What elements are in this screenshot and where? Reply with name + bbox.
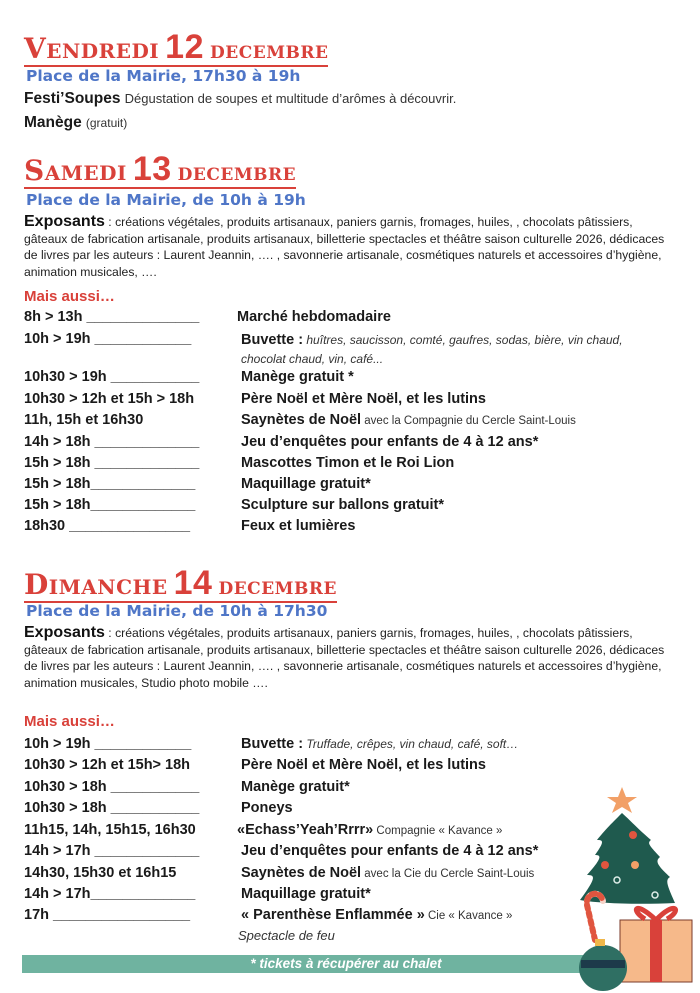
place-samedi: Place de la Mairie, de 10h à 19h	[26, 191, 306, 209]
activity-title: Maquillage gratuit*	[241, 476, 371, 492]
activity-title: Manège gratuit *	[241, 369, 354, 385]
schedule-time: 15h > 18h_____________	[24, 497, 196, 513]
schedule-activity	[241, 331, 651, 369]
schedule-row	[24, 476, 674, 496]
activity-title: Poneys	[241, 800, 293, 816]
schedule-row	[24, 309, 674, 329]
schedule-time: 17h _________________	[24, 907, 191, 923]
day-name: Vendredi	[24, 32, 160, 65]
day-title-vendredi	[24, 30, 328, 67]
schedule-activity	[241, 843, 538, 859]
exposants-text: : créations végétales, produits artisanaux, paniers garnis, fromages, huiles, , chocolats pâtissiers, gâteaux de fabrication artisanale, produits artisanaux, billetterie spectacles et théâtre saison culturelle 2026, dédicaces de livres par les auteurs : Laurent Jeannin, …. , savonnerie artisanale, cosmétiques naturels et accessoires d’hygiène, animation musicales, Studio photo mobile ….	[24, 626, 665, 690]
schedule-activity	[241, 391, 486, 407]
activity-note: avec la Compagnie du Cercle Saint-Louis	[361, 415, 576, 427]
schedule-time: 14h > 17h_____________	[24, 886, 196, 902]
activity-title: « Parenthèse Enflammée »	[241, 907, 425, 923]
day-title-dimanche	[24, 566, 337, 603]
mais-aussi-dimanche: Mais aussi…	[24, 713, 115, 730]
schedule-time: 10h30 > 12h et 15h > 18h	[24, 391, 195, 407]
activity-title: Jeu d’enquêtes pour enfants de 4 à 12 ans*	[241, 434, 539, 450]
activity-title: Buvette :	[241, 332, 304, 348]
schedule-activity	[241, 886, 371, 902]
schedule-row	[24, 736, 674, 756]
day-number: 13	[132, 150, 172, 188]
schedule-row	[24, 434, 674, 454]
day-month: decembre	[218, 571, 337, 600]
schedule-time: 10h > 19h ____________	[24, 736, 192, 752]
exposants-text: : créations végétales, produits artisanaux, paniers garnis, fromages, huiles, , chocolats pâtissiers, gâteaux de fabrication artisanale, produits artisanaux, billetterie spectacles et théâtre saison culturelle 2026, dédicaces de livres par les auteurs : Laurent Jeannin, …. , savonnerie artisanale, cosmétiques naturels et accessoires d’hygiène, animation musicales, ….	[24, 215, 665, 279]
day-name: Samedi	[24, 154, 127, 187]
schedule-row	[24, 497, 674, 517]
schedule-time: 14h > 18h _____________	[24, 434, 200, 450]
schedule-time: 11h15, 14h, 15h15, 16h30	[24, 822, 196, 838]
item-desc: (gratuit)	[85, 116, 128, 130]
schedule-row	[24, 331, 674, 366]
schedule-time: 8h > 13h ______________	[24, 309, 200, 325]
activity-title: Jeu d’enquêtes pour enfants de 4 à 12 ans*	[241, 843, 539, 859]
schedule-activity	[241, 736, 518, 752]
mais-aussi-samedi: Mais aussi…	[24, 288, 115, 305]
schedule-time: 18h30 _______________	[24, 518, 191, 534]
schedule-activity	[237, 822, 502, 838]
day-month: decembre	[177, 157, 297, 186]
schedule-row	[24, 391, 674, 411]
schedule-time: 11h, 15h et 16h30	[24, 412, 144, 428]
exposants-label: Exposants	[24, 624, 105, 641]
activity-title: Saynètes de Noël	[241, 865, 362, 881]
activity-title: Buvette :	[241, 736, 304, 752]
schedule-activity	[241, 369, 354, 385]
exposants-dimanche	[24, 625, 669, 691]
schedule-activity	[241, 412, 576, 428]
schedule-time: 10h30 > 18h ___________	[24, 800, 200, 816]
item-title: Festi’Soupes	[24, 90, 121, 107]
item-title: Manège	[24, 114, 82, 131]
schedule-row	[24, 757, 674, 777]
star-icon	[607, 787, 637, 813]
schedule-activity	[241, 779, 350, 795]
activity-note: avec la Cie du Cercle Saint-Louis	[361, 868, 535, 880]
tree-icon	[580, 813, 675, 904]
schedule-time: 14h30, 15h30 et 16h15	[24, 865, 177, 881]
activity-title: Père Noël et Mère Noël, et les lutins	[241, 391, 486, 407]
schedule-activity	[241, 497, 444, 513]
day-number: 14	[173, 564, 213, 602]
activity-title: Marché hebdomadaire	[237, 309, 391, 325]
activity-note: huîtres, saucisson, comté, gaufres, sodas, bière, vin chaud, chocolat chaud, vin, café...	[241, 333, 623, 366]
schedule-time: 10h > 19h ____________	[24, 331, 192, 347]
activity-title: Feux et lumières	[241, 518, 356, 534]
spectacle-de-feu-note: Spectacle de feu	[238, 928, 335, 943]
day-number: 12	[165, 28, 204, 66]
schedule-time: 10h30 > 19h ___________	[24, 369, 200, 385]
day-name: Dimanche	[24, 568, 168, 601]
schedule-activity	[241, 865, 534, 881]
schedule-activity	[237, 309, 391, 325]
day-title-samedi	[24, 152, 296, 189]
exposants-samedi	[24, 214, 669, 280]
activity-note: Truffade, crêpes, vin chaud, café, soft…	[303, 737, 519, 751]
activity-title: Manège gratuit*	[241, 779, 350, 795]
schedule-activity	[241, 476, 371, 492]
schedule-row	[24, 412, 674, 432]
schedule-time: 14h > 17h _____________	[24, 843, 200, 859]
christmas-tree-illustration	[575, 785, 700, 993]
schedule-activity	[241, 434, 538, 450]
activity-title: Sculpture sur ballons gratuit*	[241, 497, 445, 513]
place-dimanche: Place de la Mairie, de 10h à 17h30	[26, 602, 328, 620]
schedule-row	[24, 455, 674, 475]
activity-title: Maquillage gratuit*	[241, 886, 371, 902]
item-desc: Dégustation de soupes et multitude d’arômes à découvrir.	[124, 91, 457, 106]
place-vendredi: Place de la Mairie, 17h30 à 19h	[26, 67, 301, 85]
day-month: decembre	[210, 35, 329, 64]
schedule-time: 10h30 > 12h et 15h> 18h	[24, 757, 191, 773]
item-manege	[24, 114, 127, 132]
schedule-activity	[241, 907, 512, 923]
activity-note: Cie « Kavance »	[424, 910, 513, 922]
activity-title: Saynètes de Noël	[241, 412, 362, 428]
schedule-activity	[241, 518, 355, 534]
activity-title: Mascottes Timon et le Roi Lion	[241, 455, 455, 471]
exposants-label: Exposants	[24, 213, 105, 230]
activity-title: «Echass’Yeah’Rrrr»	[237, 822, 374, 838]
activity-title: Père Noël et Mère Noël, et les lutins	[241, 757, 486, 773]
tickets-footer-banner: * tickets à récupérer au chalet	[22, 955, 670, 973]
schedule-activity	[241, 800, 293, 816]
schedule-time: 15h > 18h _____________	[24, 455, 200, 471]
schedule-activity	[241, 757, 486, 773]
schedule-row	[24, 518, 674, 538]
activity-note: Compagnie « Kavance »	[373, 825, 503, 837]
schedule-time: 10h30 > 18h ___________	[24, 779, 200, 795]
schedule-activity	[241, 455, 454, 471]
item-festi-soupes	[24, 90, 456, 108]
schedule-time: 15h > 18h_____________	[24, 476, 196, 492]
schedule-row	[24, 369, 674, 389]
